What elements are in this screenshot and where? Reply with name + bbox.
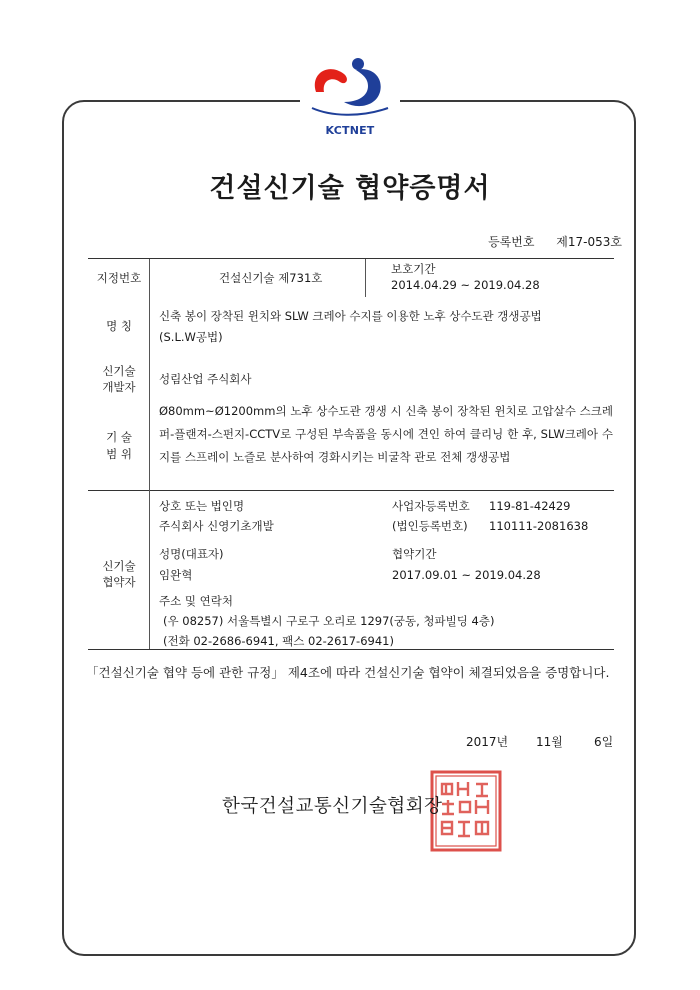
agreement-label-line1: 신기술 [102,559,136,573]
protection-value: 2014.04.29 ~ 2019.04.28 [391,278,540,292]
date-month: 11월 [536,735,563,749]
table-top-line [88,258,614,259]
bizno-value: 119-81-42429 [489,499,571,513]
kctnet-logo [300,52,400,148]
scope-label-line1: 기 술 [106,430,132,444]
address-label: 주소 및 연락처 [159,594,233,608]
issuer-name: 한국건설교통신기술협회장 [222,796,443,817]
scope-text: Ø80mm~Ø1200mm의 노후 상수도관 갱생 시 신축 봉이 장착된 윈치로 고압살수 스크레퍼-플랜져-스펀지-CCTV로 구성된 부속품을 동시에 견인 하여 클리닝 한 후, SLW크레아 수지를 스프레이 노즐로 분사하여 경화시키는 비굴착 관로 전체 갱생공법 [159,404,613,464]
date-year: 2017년 [466,735,509,749]
company-value: 주식회사 신영기초개발 [159,519,274,533]
corpno-label: (법인등록번호) [392,519,468,533]
agreement-label-line2: 협약자 [102,575,136,589]
bizno-label: 사업자등록번호 [392,499,470,513]
protection-label: 보호기간 [391,262,436,276]
address-value: (우 08257) 서울특별시 구로구 오리로 1297(궁동, 청파빌딩 4층) [163,614,495,628]
developer-label-line1: 신기술 [102,364,136,378]
corpno-value: 110111-2081638 [489,519,589,533]
name-label: 명 칭 [106,319,132,333]
table-bottom-line [88,649,614,650]
registration-label: 등록번호 [488,235,535,249]
representative-value: 임완혁 [159,568,193,582]
document-title: 건설신기술 협약증명서 [209,173,491,204]
designation-label: 지정번호 [96,271,142,285]
contact-value: (전화 02-2686-6941, 팩스 02-2617-6941) [163,634,394,648]
period-value: 2017.09.01 ~ 2019.04.28 [392,568,541,582]
name-line1: 신축 봉이 장착된 윈치와 SLW 크레아 수지를 이용한 노후 상수도관 갱생공법 [159,309,542,323]
designation-value: 건설신기술 제731호 [219,271,323,285]
developer-value: 성림산업 주식회사 [159,372,252,386]
period-label: 협약기간 [392,547,437,561]
table-middle-line [88,490,614,491]
company-label: 상호 또는 법인명 [159,499,245,513]
representative-label: 성명(대표자) [159,547,224,561]
designation-divider [365,259,366,297]
scope-label-line2: 범 위 [106,447,132,461]
registration-value: 제17-053호 [556,235,622,249]
certification-statement: 「건설신기술 협약 등에 관한 규정」 제4조에 따라 건설신기술 협약이 체결되었음을 증명합니다. [86,665,610,680]
name-line2: (S.L.W공법) [159,330,223,344]
date-day: 6일 [594,735,614,749]
developer-label-line2: 개발자 [102,380,136,394]
logo-text: KCTNET [325,124,375,137]
registration-number [488,233,622,250]
